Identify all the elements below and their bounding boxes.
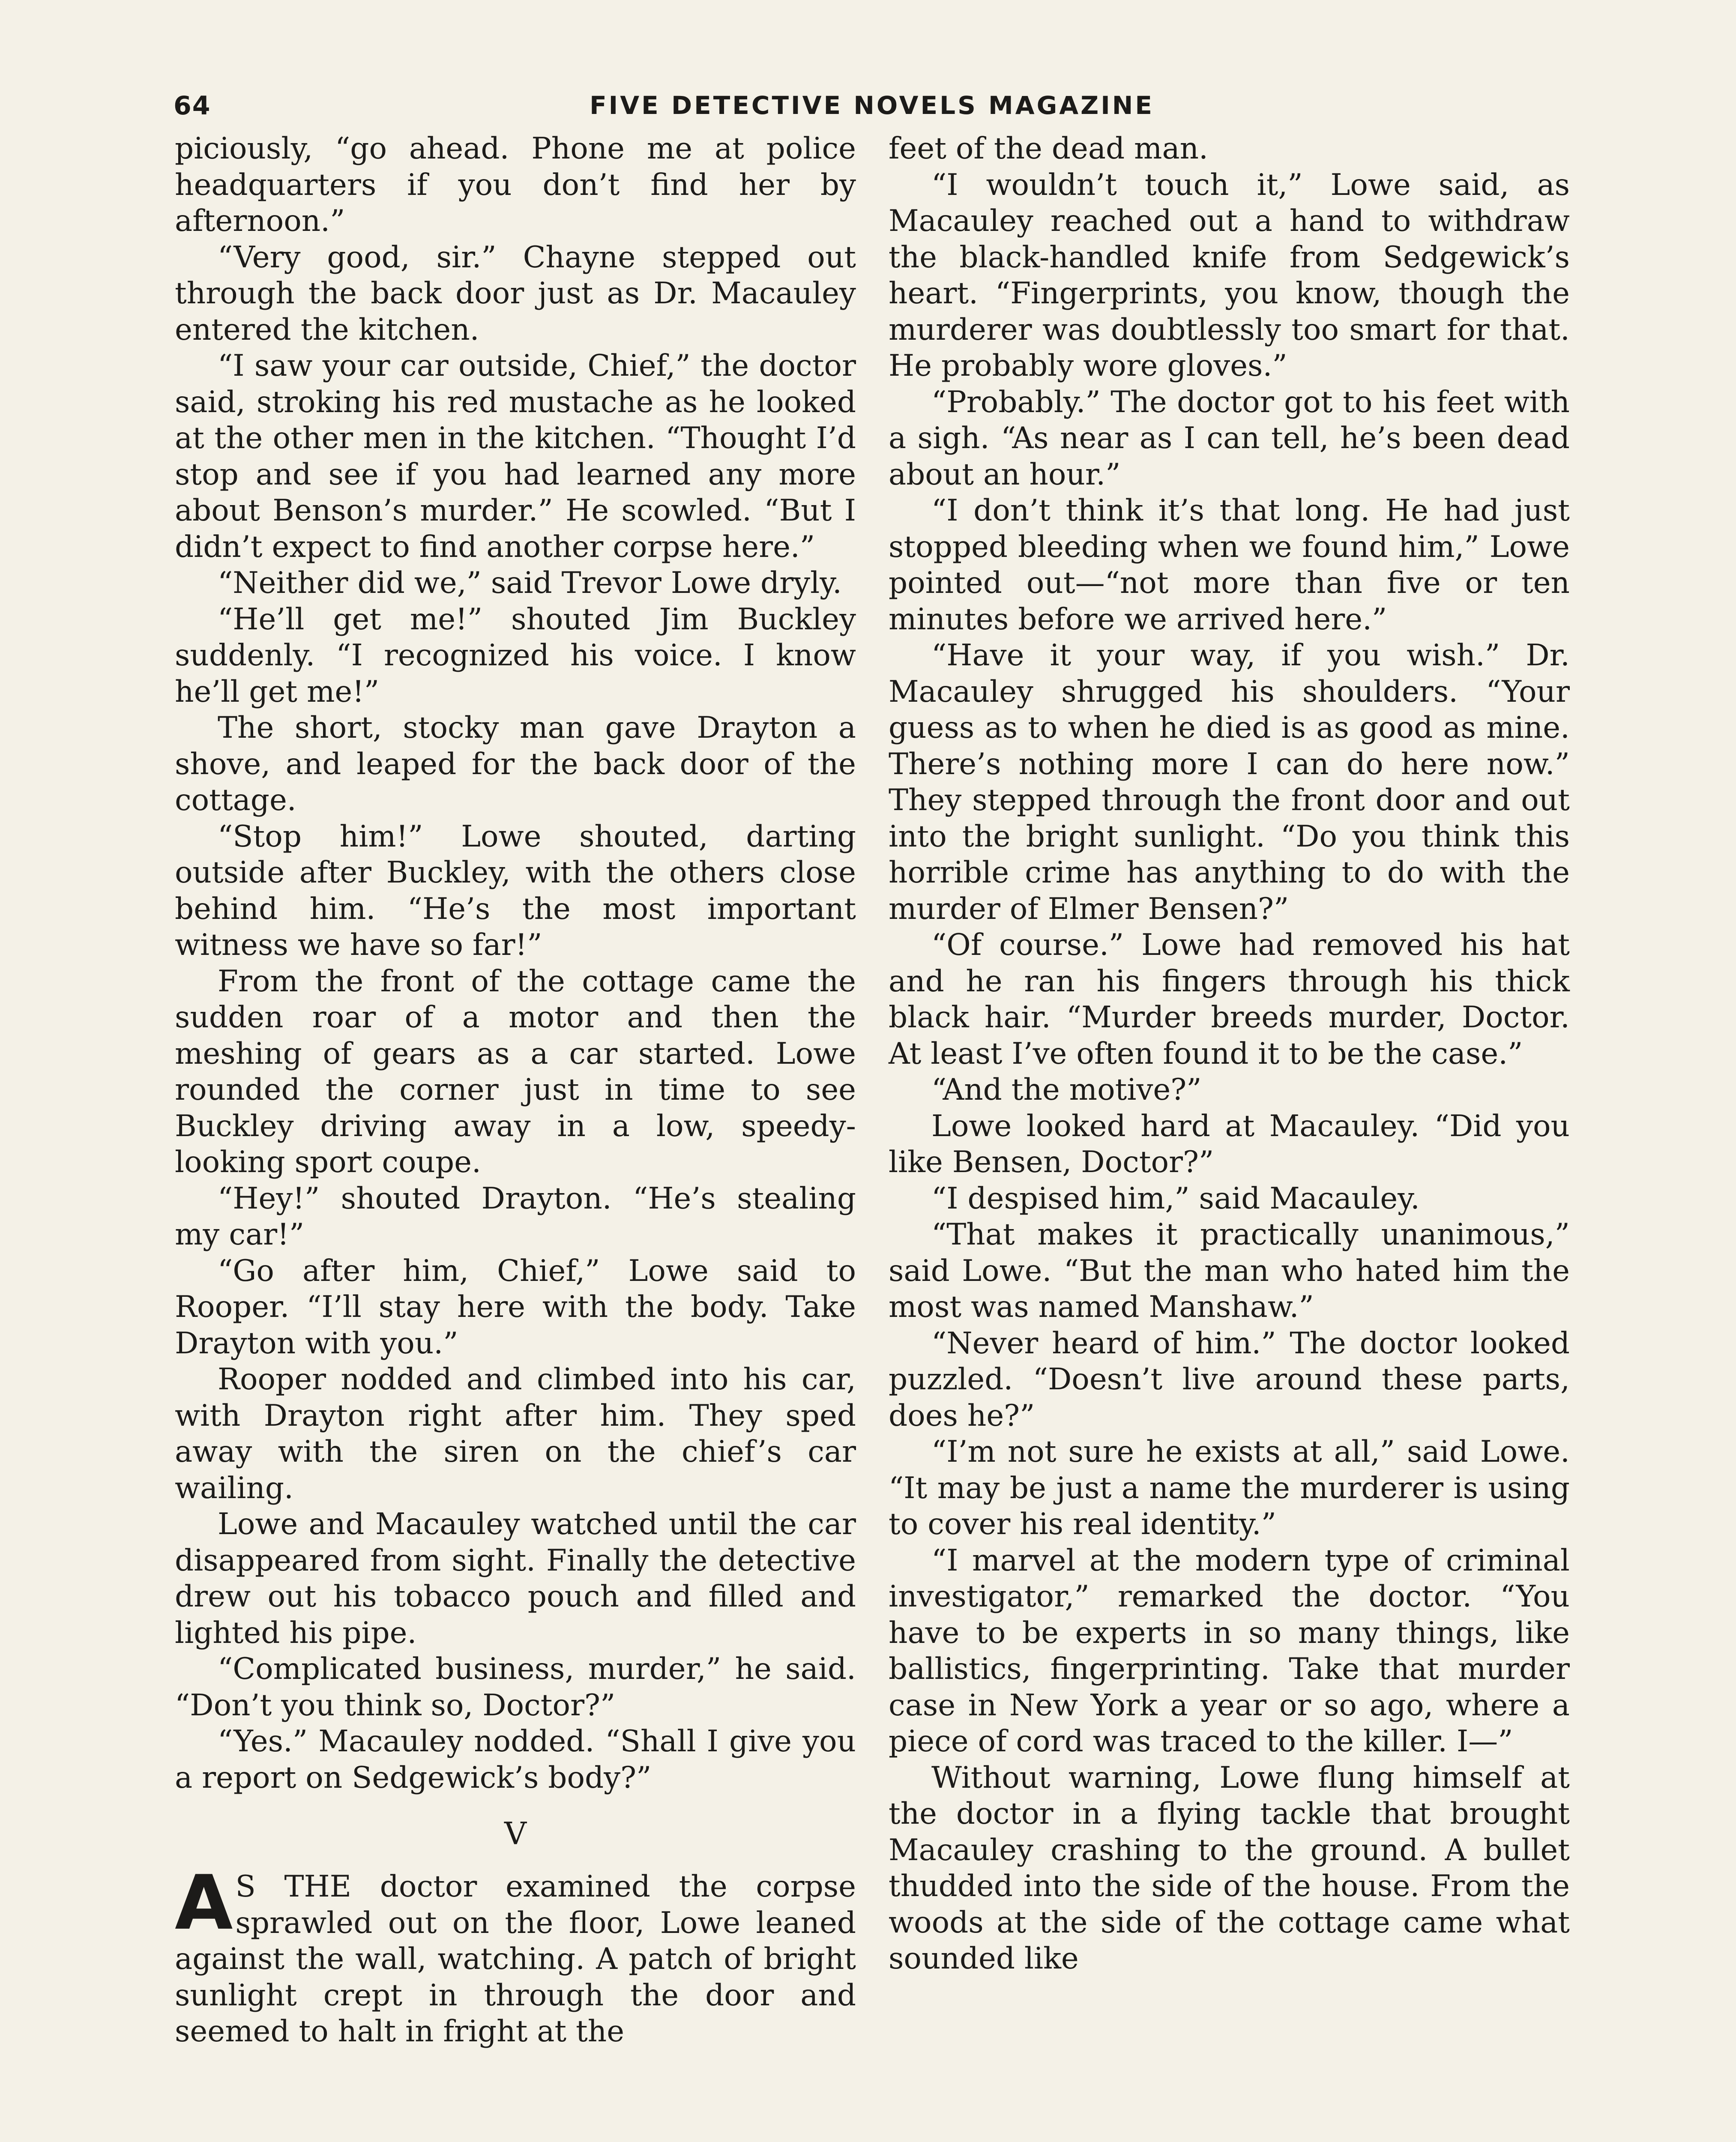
- paragraph: “Very good, sir.” Chayne stepped out through the back door just as Dr. Macauley entered the kitchen.: [175, 240, 856, 347]
- paragraph: “Probably.” The doctor got to his feet with a sigh. “As near as I can tell, he’s been dead about an hour.”: [889, 385, 1570, 492]
- drop-cap-paragraph-text: S THE doctor examined the corpse sprawled out on the floor, Lowe leaned against the wall, watching. A patch of bright sunlight crept in through the door and seemed to halt in fright at the: [175, 1870, 856, 2049]
- paragraph: From the front of the cottage came the sudden roar of a motor and then the meshing of gears as a car started. Lowe rounded the corner just in time to see Buckley driving away in a low, speedy-looking sport coupe.: [175, 964, 856, 1179]
- paragraph: Lowe and Macauley watched until the car disappeared from sight. Finally the detective drew out his tobacco pouch and filled and lighted his pipe.: [175, 1507, 856, 1650]
- paragraph: “Never heard of him.” The doctor looked puzzled. “Doesn’t live around these parts, does he?”: [889, 1326, 1570, 1433]
- paragraph: Rooper nodded and climbed into his car, with Drayton right after him. They sped away with the siren on the chief’s car wailing.: [175, 1362, 856, 1505]
- paragraph: “Complicated business, murder,” he said. “Don’t you think so, Doctor?”: [175, 1652, 856, 1723]
- drop-cap: A: [175, 1860, 233, 1947]
- paragraph: “Neither did we,” said Trevor Lowe dryly.: [218, 566, 842, 600]
- paragraph: “I despised him,” said Macauley.: [931, 1181, 1420, 1216]
- page-header: [174, 91, 1570, 129]
- paragraph: Lowe looked hard at Macauley. “Did you like Bensen, Doctor?”: [889, 1109, 1570, 1179]
- section-heading: V: [504, 1816, 527, 1852]
- paragraph: “He’ll get me!” shouted Jim Buckley suddenly. “I recognized his voice. I know he’ll get me!”: [175, 602, 856, 709]
- paragraph: “I don’t think it’s that long. He had just stopped bleeding when we found him,” Lowe pointed out—“not more than five or ten minutes before we arrived here.”: [889, 494, 1570, 637]
- paragraph: “Have it your way, if you wish.” Dr. Macauley shrugged his shoulders. “Your guess as to when he died is as good as mine. There’s nothing more I can do here now.” They stepped through the front door and out into the bright sunlight. “Do you think this horrible crime has anything to do with the murder of Elmer Bensen?”: [889, 638, 1570, 926]
- left-column: [175, 131, 856, 2050]
- paragraph: “I wouldn’t touch it,” Lowe said, as Macauley reached out a hand to withdraw the black-handled knife from Sedgewick’s heart. “Fingerprints, you know, though the murderer was doubtlessly too smart for that. He probably wore gloves.”: [889, 168, 1570, 383]
- paragraph: Without warning, Lowe flung himself at the doctor in a flying tackle that brought Macauley crashing to the ground. A bullet thudded into the side of the house. From the woods at the side of the cottage came what sounded like: [889, 1760, 1570, 1976]
- paragraph: “I’m not sure he exists at all,” said Lowe. “It may be just a name the murderer is using to cover his real identity.”: [889, 1435, 1570, 1541]
- paragraph: “That makes it practically unanimous,” said Lowe. “But the man who hated him the most was named Manshaw.”: [889, 1218, 1570, 1324]
- paragraph: “And the motive?”: [931, 1073, 1202, 1107]
- drop-cap-paragraph: [175, 1860, 856, 2050]
- paragraph: “Stop him!” Lowe shouted, darting outside after Buckley, with the others close behind him. “He’s the most important witness we have so far!”: [175, 819, 856, 962]
- paragraph: “I saw your car outside, Chief,” the doctor said, stroking his red mustache as he looked at the other men in the kitchen. “Thought I’d stop and see if you had learned any more about Benson’s murder.” He scowled. “But I didn’t expect to find another corpse here.”: [175, 349, 856, 564]
- paragraph: “Go after him, Chief,” Lowe said to Rooper. “I’ll stay here with the body. Take Drayton with you.”: [175, 1253, 856, 1361]
- paragraph: The short, stocky man gave Drayton a shove, and leaped for the back door of the cottage.: [175, 711, 856, 817]
- paragraph: “Yes.” Macauley nodded. “Shall I give you a report on Sedgewick’s body?”: [175, 1724, 856, 1795]
- paragraph: feet of the dead man.: [889, 132, 1208, 166]
- paragraph: “Hey!” shouted Drayton. “He’s stealing my car!”: [175, 1181, 856, 1252]
- page-number: 64: [174, 91, 211, 121]
- paragraph: “I marvel at the modern type of criminal investigator,” remarked the doctor. “You have to be experts in so many things, like ballistics, fingerprinting. Take that murder case in New York a year or so ago, where a piece of cord was traced to the killer. I—”: [889, 1543, 1570, 1759]
- magazine-title: FIVE DETECTIVE NOVELS MAGAZINE: [590, 91, 1154, 120]
- paragraph: “Of course.” Lowe had removed his hat and he ran his fingers through his thick black hair. “Murder breeds murder, Doctor. At least I’ve often found it to be the case.”: [889, 928, 1570, 1071]
- right-column: [889, 131, 1570, 1977]
- paragraph: piciously, “go ahead. Phone me at police headquarters if you don’t find her by afternoon.”: [175, 132, 856, 238]
